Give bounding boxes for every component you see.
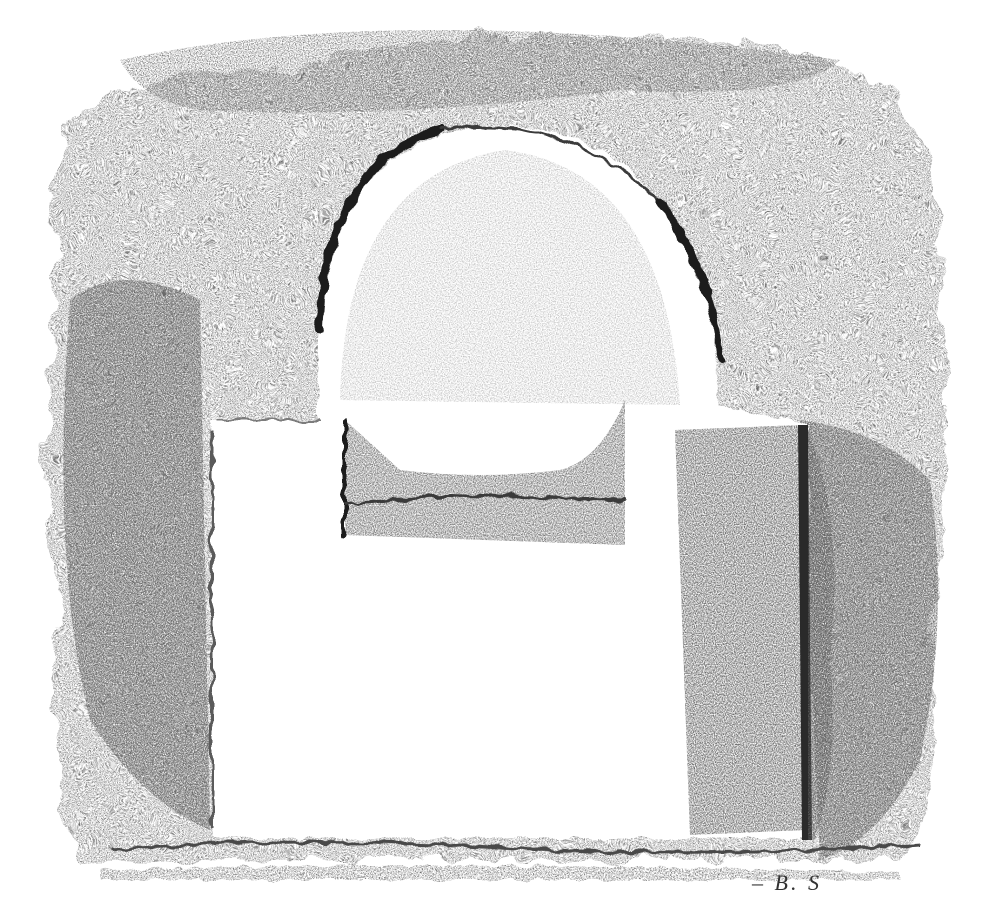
artist-signature: – B. S bbox=[752, 870, 822, 895]
right-pier bbox=[675, 425, 834, 840]
